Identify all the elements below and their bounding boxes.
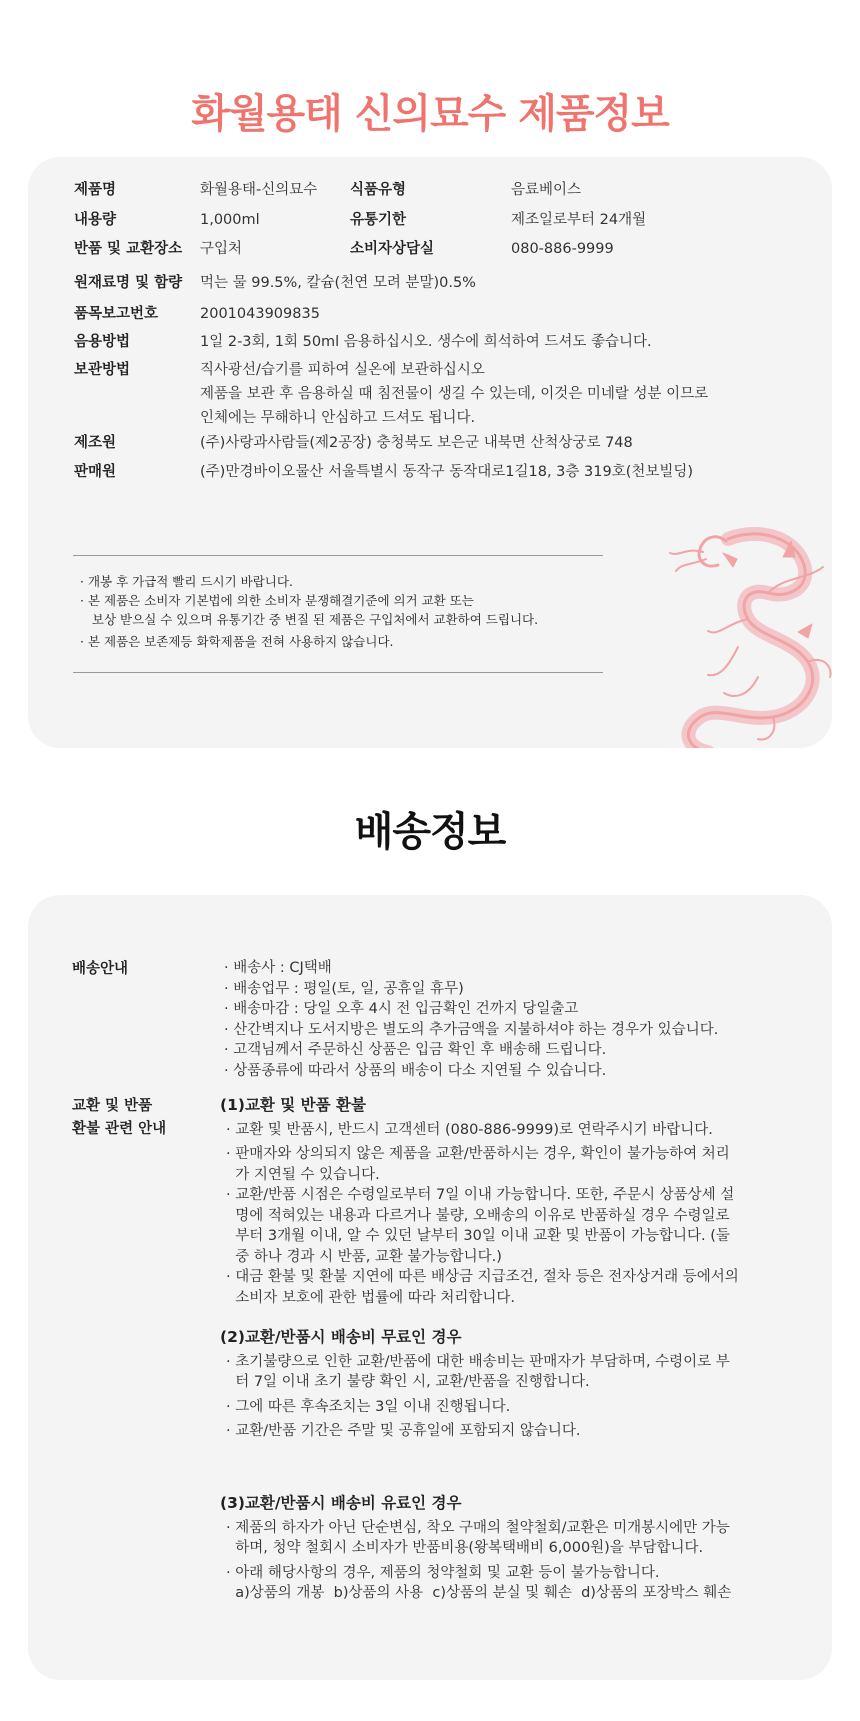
spec-label-ingredients: 원재료명 및 함량 <box>74 275 183 291</box>
spec-label-return-place: 반품 및 교환장소 <box>74 241 183 257</box>
spec-label-volume: 내용량 <box>74 212 117 228</box>
spec-value-food-type: 음료베이스 <box>511 182 582 198</box>
spec-value-ingredients: 먹는 물 99.5%, 칼슘(천연 모려 분말)0.5% <box>200 275 476 291</box>
exchange-line: 부터 3개월 이내, 알 수 있던 날부터 30일 이내 교환 및 반품이 가능합니다. (둘 <box>226 1228 730 1244</box>
exchange-section-1-heading: (1)교환 및 반품 환불 <box>220 1096 366 1114</box>
product-notes <box>80 572 538 651</box>
spec-value-shelf-life: 제조일로부터 24개월 <box>511 212 647 228</box>
exchange-line: · 제품의 하자가 아닌 단순변심, 착오 구매의 철약철회/교환은 미개봉시에만 가능 <box>226 1519 730 1536</box>
shipping-guide-item: · 배송사 : CJ택배 <box>224 960 332 976</box>
exchange-line: · 대금 환불 및 환불 지연에 따른 배상금 지급조건, 절차 등은 전자상거래 등에서의 <box>226 1269 739 1285</box>
notes-divider-bottom <box>73 672 603 673</box>
storage-line: 인체에는 무해하니 안심하고 드셔도 됩니다. <box>200 410 476 426</box>
note-line: 보상 받으실 수 있으며 유통기간 중 변질 된 제품은 구입처에서 교환하여 드립니다. <box>80 612 539 627</box>
shipping-guide-item: · 산간벽지나 도서지방은 별도의 추가금액을 지불하셔야 하는 경우가 있습니다. <box>224 1021 719 1038</box>
spec-value-storage <box>200 358 760 430</box>
shipping-guide-list <box>224 958 718 1081</box>
note-line: · 개봉 후 가급적 빨리 드시기 바랍니다. <box>80 574 293 589</box>
shipping-guide-item: · 상품종류에 따라서 상품의 배송이 다소 지연될 수 있습니다. <box>224 1062 607 1079</box>
exchange-line: · 교환 및 반품시, 반드시 고객센터 (080-886-9999)로 연락주시기 바랍니다. <box>226 1121 713 1138</box>
exchange-line: 중 하나 경과 시 반품, 교환 불가능합니다.) <box>226 1248 502 1265</box>
spec-label-storage: 보관방법 <box>74 362 131 378</box>
spec-value-return-place: 구입처 <box>200 241 243 257</box>
exchange-line: 가 지연될 수 있습니다. <box>226 1166 380 1183</box>
exchange-line: · 교환/반품 시점은 수령일로부터 7일 이내 가능합니다. 또한, 주문시 상품상세 설 <box>226 1187 735 1203</box>
spec-label-shelf-life: 유통기한 <box>350 212 407 228</box>
spec-label-seller: 판매원 <box>74 464 117 480</box>
exchange-line: 하며, 청약 철회시 소비자가 반품비용(왕복택배비 6,000원)을 부담합니다. <box>226 1540 704 1556</box>
spec-label-consumer-center: 소비자상담실 <box>350 241 435 257</box>
exchange-line: · 아래 해당사항의 경우, 제품의 청약철회 및 교환 등이 불가능합니다. <box>226 1564 660 1581</box>
exchange-line: · 그에 따른 후속조치는 3일 이내 진행됩니다. <box>226 1398 511 1415</box>
exchange-label <box>72 1095 166 1141</box>
exchange-line: · 교환/반품 기간은 주말 및 공휴일에 포함되지 않습니다. <box>226 1423 581 1439</box>
spec-label-report-number: 품목보고번호 <box>74 306 159 322</box>
notes-divider-top <box>73 555 603 556</box>
shipping-info-title: 배송정보 <box>354 809 506 855</box>
exchange-line: 터 7일 이내 초기 불량 확인 시, 교환/반품을 진행합니다. <box>226 1374 590 1390</box>
exchange-section-2 <box>220 1327 730 1442</box>
note-line: · 본 제품은 소비자 기본법에 의한 소비자 분쟁해결기준에 의거 교환 또는 <box>80 593 474 608</box>
shipping-guide-item: · 배송업무 : 평일(토, 일, 공휴일 휴무) <box>224 980 464 997</box>
storage-line: 직사광선/습기를 피하여 실온에 보관하십시오 <box>200 362 485 378</box>
exchange-section-3-heading: (3)교환/반품시 배송비 유료인 경우 <box>220 1494 462 1512</box>
spec-value-volume: 1,000ml <box>200 212 260 228</box>
exchange-line: 소비자 보호에 관한 법률에 따라 처리합니다. <box>226 1289 515 1306</box>
product-info-card <box>28 157 832 748</box>
spec-label-product-name: 제품명 <box>74 182 117 198</box>
shipping-guide-item: · 고객님께서 주문하신 상품은 입금 확인 후 배송해 드립니다. <box>224 1042 607 1058</box>
shipping-guide-label: 배송안내 <box>72 961 129 977</box>
storage-line: 제품을 보관 후 음용하실 때 침전물이 생길 수 있는데, 이것은 미네랄 성분 이므로 <box>200 386 709 402</box>
shipping-info-card <box>28 895 832 1680</box>
spec-value-product-name: 화월용태-신의묘수 <box>200 182 318 198</box>
product-info-title: 화월용태 신의묘수 제품정보 <box>191 91 669 137</box>
note-line: · 본 제품은 보존제등 화학제품을 전혀 사용하지 않습니다. <box>80 634 394 649</box>
spec-value-seller: (주)만경바이오물산 서울특별시 동작구 동작대로1길18, 3층 319호(천보빌딩) <box>200 464 694 480</box>
exchange-line: a)상품의 개봉 b)상품의 사용 c)상품의 분실 및 훼손 d)상품의 포장박스 훼손 <box>226 1585 732 1601</box>
exchange-label-line2: 환불 관련 안내 <box>72 1121 167 1137</box>
spec-value-manufacturer: (주)사랑과사람들(제2공장) 충청북도 보은군 내북면 산척상궁로 748 <box>200 435 633 451</box>
exchange-line: 명에 적혀있는 내용과 다르거나 불량, 오배송의 이유로 반품하실 경우 수령일로 <box>226 1207 730 1224</box>
spec-value-consumer-center: 080-886-9999 <box>511 241 614 257</box>
exchange-section-3 <box>220 1493 731 1604</box>
spec-label-usage: 음용방법 <box>74 334 131 350</box>
exchange-line: · 초기불량으로 인한 교환/반품에 대한 배송비는 판매자가 부담하며, 수령이로 부 <box>226 1353 730 1370</box>
exchange-line: · 판매자와 상의되지 않은 제품을 교환/반품하시는 경우, 확인이 불가능하여 처리 <box>226 1146 730 1162</box>
shipping-guide-item: · 배송마감 : 당일 오후 4시 전 입금확인 건까지 당일출고 <box>224 1001 579 1017</box>
spec-value-usage: 1일 2-3회, 1회 50ml 음용하십시오. 생수에 희석하여 드셔도 좋습니다. <box>200 334 652 350</box>
spec-label-food-type: 식품유형 <box>350 182 407 198</box>
exchange-section-1 <box>220 1095 739 1308</box>
exchange-section-2-heading: (2)교환/반품시 배송비 무료인 경우 <box>220 1328 462 1346</box>
spec-value-report-number: 2001043909835 <box>200 306 320 322</box>
dragon-illustration <box>608 527 832 748</box>
spec-label-manufacturer: 제조원 <box>74 435 117 451</box>
exchange-label-line1: 교환 및 반품 <box>72 1098 153 1114</box>
